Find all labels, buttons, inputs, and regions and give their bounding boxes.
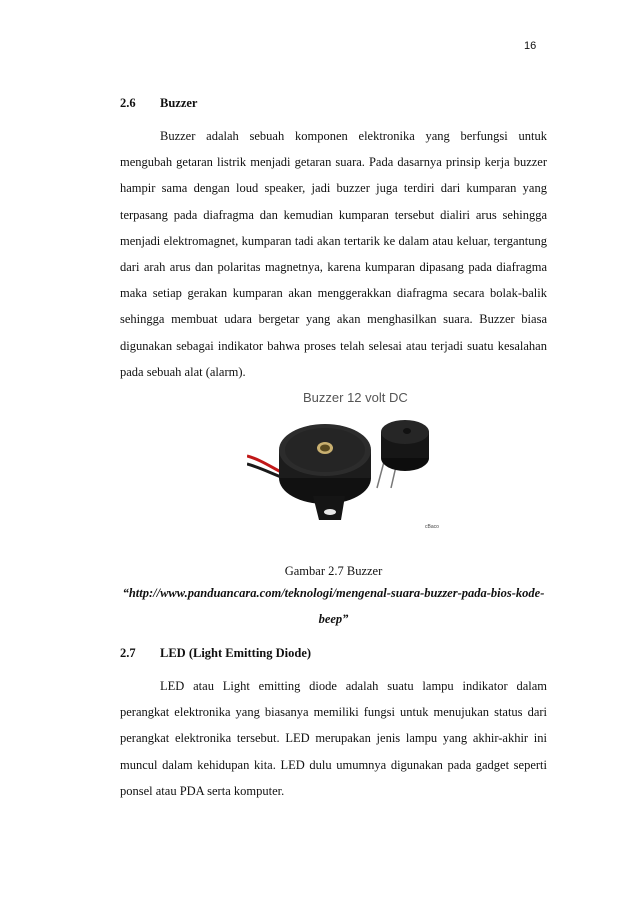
led-paragraph: LED atau Light emitting diode adalah suatu lampu indikator dalam perangkat elektronika yang biasanya memiliki fungsi untuk menujukan status dari perangkat elektronika tersebut. LED merupakan jenis lampu yang akhir-akhir ini muncul dalam kehidupan kita. LED dulu umumnya digunakan pada gadget seperti ponsel atau PDA serta komputer. [120,679,547,798]
buzzer-image-title: Buzzer 12 volt DC [303,390,408,405]
figure-caption: Gambar 2.7 Buzzer [284,564,383,578]
section-heading-led [120,646,311,661]
section-number: 2.6 [120,96,136,110]
svg-text:cBaco: cBaco [425,524,439,530]
section-title: Buzzer [160,96,198,110]
section-title: LED (Light Emitting Diode) [160,646,312,660]
buzzer-image [247,370,443,540]
page-number: 16 [524,40,537,52]
section-heading-buzzer [120,96,197,111]
section-number: 2.7 [120,646,136,660]
buzzer-paragraph: Buzzer adalah sebuah komponen elektronika yang berfungsi untuk mengubah getaran listrik menjadi getaran suara. Pada dasarnya prinsip kerja buzzer hampir sama dengan loud speaker, jadi buzzer juga terdiri dari kumparan yang terpasang pada diafragma dan kemudian kumparan tersebut dialiri arus sehingga menjadi elektromagnet, kumparan tadi akan tertarik ke dalam atau keluar, tergantung dari arah arus dan polaritas magnetnya, karena kumparan dipasang pada diafragma maka setiap gerakan kumparan akan menggerakkan diafragma secara bolak-balik sehingga membuat udara bergetar yang akan menghasilkan suara. Buzzer biasa digunakan sebagai indikator bahwa proses telah selesai atau terjadi suatu kesalahan pada sebuah alat (alarm). [120,129,547,379]
buzzer-figure [247,370,443,540]
figure-source: “http://www.panduancara.com/teknologi/mengenal-suara-buzzer-pada-bios-kode-beep” [122,586,545,626]
